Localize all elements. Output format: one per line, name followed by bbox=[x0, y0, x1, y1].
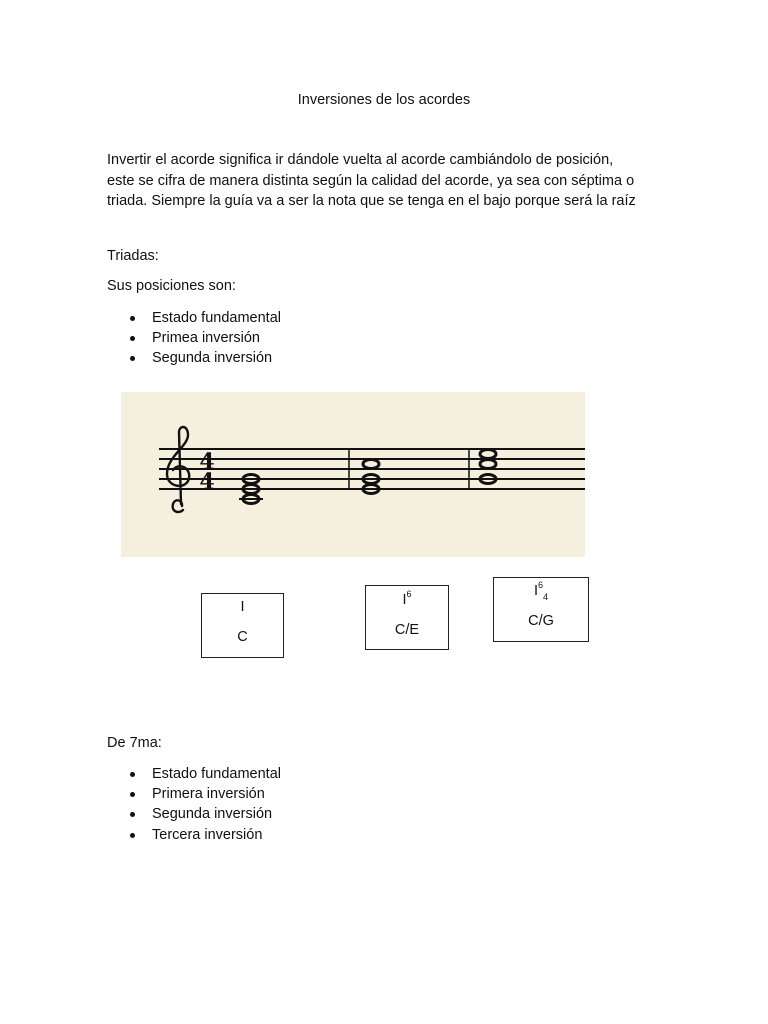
list-item: Segunda inversión bbox=[130, 804, 281, 824]
intro-line: Invertir el acorde significa ir dándole vuelta al acorde cambiándolo de posición, bbox=[107, 152, 614, 168]
triads-subheading: Sus posiciones son: bbox=[107, 278, 236, 294]
figure-superscript: 6 bbox=[406, 589, 412, 600]
roman-numeral: $I^6_4$ bbox=[533, 580, 549, 602]
list-item: Estado fundamental bbox=[130, 308, 281, 328]
chord-box-root bbox=[201, 593, 284, 658]
list-item: Primera inversión bbox=[130, 784, 281, 804]
time-signature-bottom: 4 bbox=[199, 469, 215, 495]
figure-superscript: 6 bbox=[538, 580, 544, 591]
chord-box-second-inversion bbox=[493, 577, 589, 642]
music-staff bbox=[121, 392, 585, 557]
list-item: Primea inversión bbox=[130, 328, 281, 348]
document-title: Inversiones de los acordes bbox=[297, 92, 471, 108]
staff-image bbox=[121, 392, 585, 557]
chord-box-first-inversion bbox=[365, 585, 449, 650]
list-item: Tercera inversión bbox=[130, 825, 281, 845]
time-signature-top: 4 bbox=[199, 449, 215, 475]
intro-paragraph bbox=[107, 150, 667, 212]
chord-cipher: C/E bbox=[394, 622, 420, 638]
roman-numeral: I bbox=[240, 599, 245, 615]
list-item: Estado fundamental bbox=[130, 764, 281, 784]
intro-line: triada. Siempre la guía va a ser la nota que se tenga en el bajo porque será la raíz bbox=[107, 193, 636, 209]
intro-line: este se cifra de manera distinta según la calidad del acorde, ya sea con séptima o bbox=[107, 172, 635, 189]
triads-heading: Triadas: bbox=[107, 248, 159, 264]
triads-list bbox=[130, 308, 281, 369]
roman-numeral: $I^6$ bbox=[402, 589, 412, 608]
chord-cipher: C/G bbox=[528, 613, 554, 629]
chord-cipher: C bbox=[237, 629, 248, 645]
sevenths-heading: De 7ma: bbox=[107, 735, 162, 751]
sevenths-list bbox=[130, 764, 281, 845]
list-item: Segunda inversión bbox=[130, 348, 281, 368]
figure-subscript: 4 bbox=[543, 591, 549, 602]
